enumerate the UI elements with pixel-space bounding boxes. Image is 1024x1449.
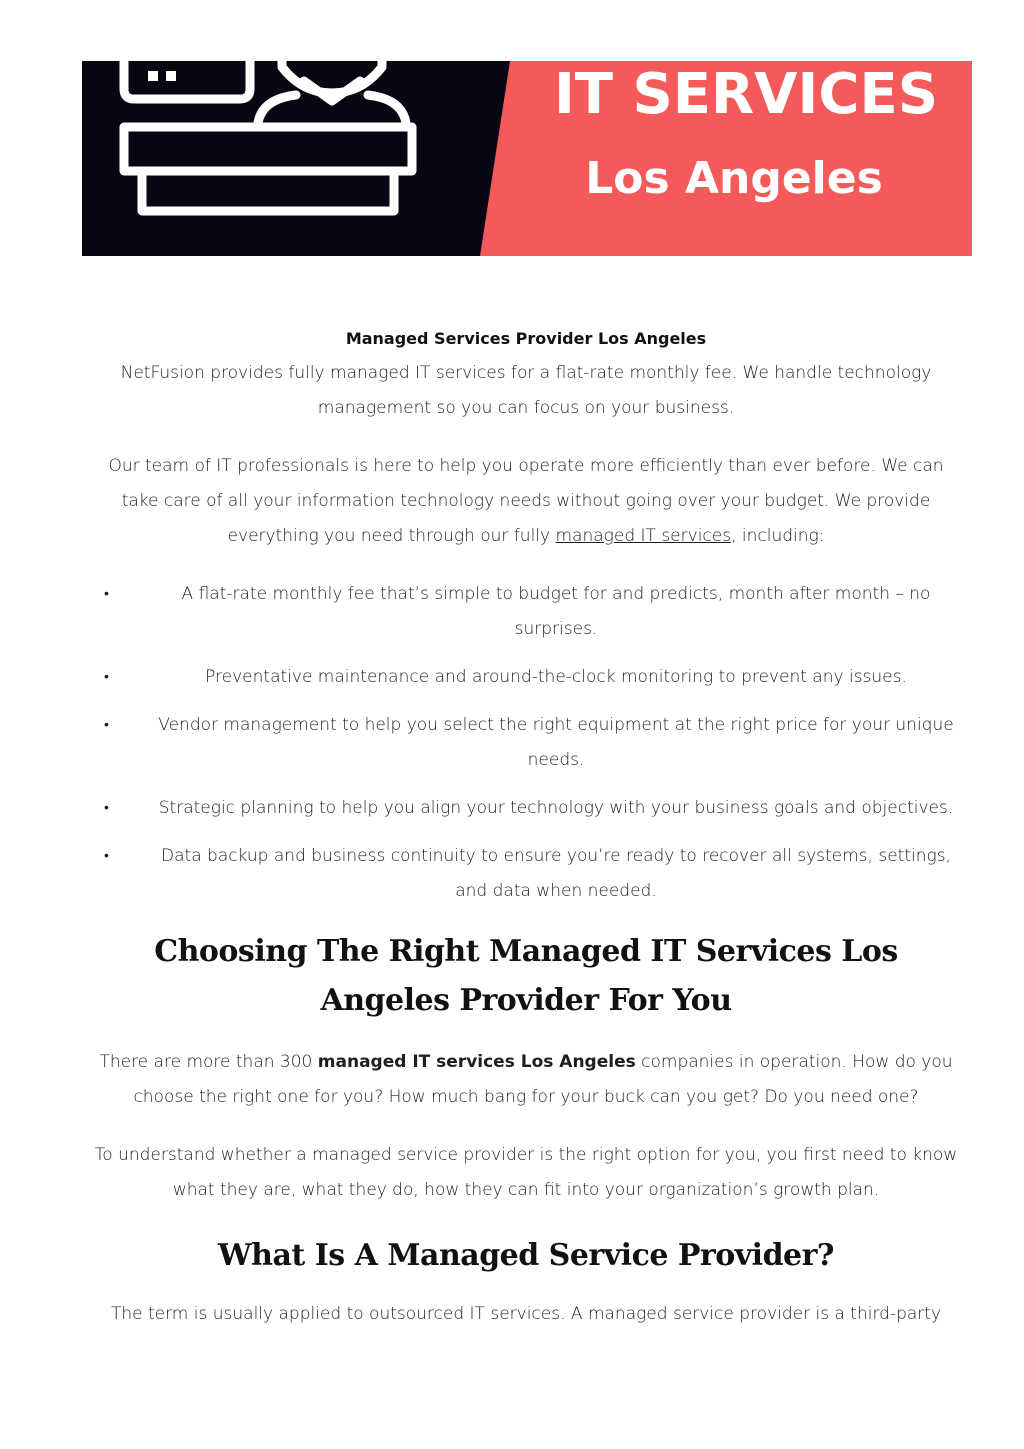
section2-paragraph-1: The term is usually applied to outsourced IT services. A managed service provider is a third-party [110,1304,942,1324]
section-heading-choosing: Choosing The Right Managed IT Services Los Angeles Provider For You [154,934,898,1018]
banner-subtitle: Los Angeles [585,153,883,204]
list-item-text: A flat-rate monthly fee that’s simple to budget for and predicts, month after month – no surprises. [181,584,931,639]
bullet-icon: • [104,669,109,685]
article-body [88,322,964,1355]
list-item-text: Strategic planning to help you align your technology with your business goals and objectives. [158,798,954,818]
list-item [88,660,964,695]
features-list [88,577,964,909]
section-heading-what-is-msp: What Is A Managed Service Provider? [217,1238,835,1273]
section1-paragraph-1 [88,1045,964,1115]
section1-paragraph-1-start: There are more than 300 [99,1052,318,1072]
intro-paragraph-2-start: Our team of IT professionals is here to help you operate more efficiently than ever before. We can take care of all your information technology needs without going over your budget. We provide everything you need through our fully [108,456,944,546]
list-item-text: Preventative maintenance and around-the-clock monitoring to prevent any issues. [205,667,907,687]
list-item [88,839,964,909]
hero-banner [82,61,972,256]
list-item [88,791,964,826]
list-item [88,577,964,647]
bullet-icon: • [104,586,109,602]
intro-paragraph-2-end: , including: [731,526,825,546]
bullet-icon: • [104,717,109,733]
intro-paragraph-2 [88,449,964,554]
list-item [88,708,964,778]
section1-keyword: managed IT services Los Angeles [317,1052,636,1072]
list-item-text: Vendor management to help you select the right equipment at the right price for your unique needs. [158,715,954,770]
section1-paragraph-1-end: companies in operation. How do you choose the right one for you? How much bang for your buck can you get? Do you need one? [133,1052,953,1107]
banner-title: IT SERVICES [553,62,939,127]
intro-paragraph-1: NetFusion provides fully managed IT services for a flat-rate monthly fee. We handle technology management so you can focus on your business. [120,363,932,418]
bullet-icon: • [104,800,109,816]
managed-it-services-link[interactable]: managed IT services [555,526,732,546]
intro-title: Managed Services Provider Los Angeles [345,329,707,348]
bullet-icon: • [104,848,109,864]
list-item-text: Data backup and business continuity to ensure you’re ready to recover all systems, settings, and data when needed. [161,846,951,901]
section1-paragraph-2: To understand whether a managed service provider is the right option for you, you first need to know what they are, what they do, how they can fit into your organization’s growth plan. [94,1145,958,1200]
